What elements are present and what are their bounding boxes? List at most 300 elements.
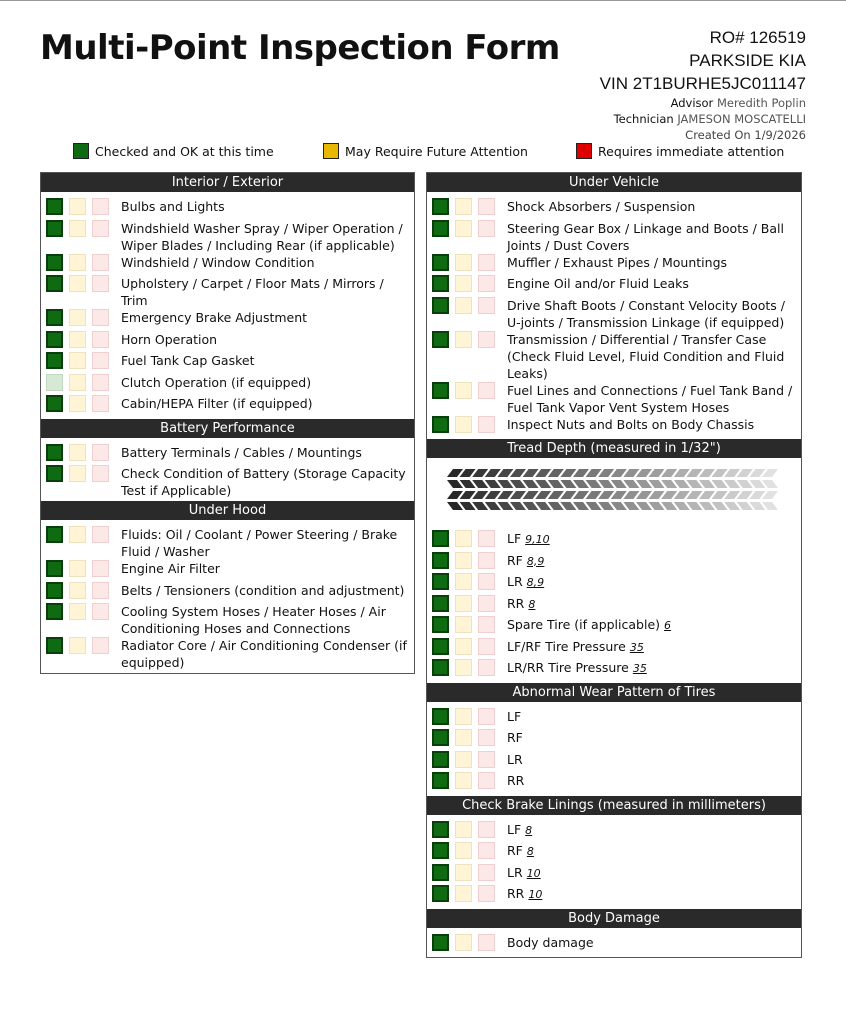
legend-future-swatch (323, 143, 339, 159)
status-ok-box (432, 530, 449, 547)
status-future-box (69, 582, 86, 599)
legend-future (323, 143, 528, 159)
status-boxes (432, 864, 501, 881)
status-ok-box (46, 582, 63, 599)
status-immediate-box (478, 842, 495, 859)
advisor-line (600, 95, 806, 111)
status-future-box (69, 309, 86, 326)
status-ok-box (432, 638, 449, 655)
inspection-item (427, 638, 801, 660)
item-label (507, 708, 521, 725)
status-boxes (432, 729, 501, 746)
status-ok-box (46, 331, 63, 348)
item-text: Windshield / Window Condition (121, 254, 315, 270)
status-future-box (69, 560, 86, 577)
item-text: RF (507, 730, 523, 745)
inspection-item (41, 309, 414, 331)
measurement-value: 8 (526, 845, 534, 858)
status-immediate-box (92, 309, 109, 326)
status-boxes (432, 595, 501, 612)
item-text: Body damage (507, 934, 594, 950)
status-future-box (69, 444, 86, 461)
inspection-item (427, 382, 801, 416)
status-ok-box (432, 821, 449, 838)
item-label (507, 275, 689, 292)
inspection-item (427, 573, 801, 595)
inspection-item (427, 659, 801, 681)
measurement-value: 35 (632, 662, 647, 675)
status-immediate-box (92, 526, 109, 543)
status-future-box (455, 573, 472, 590)
item-text: LR (507, 751, 523, 767)
technician-line (600, 111, 806, 127)
item-text: RR (507, 886, 525, 901)
status-immediate-box (478, 220, 495, 237)
status-boxes (432, 198, 501, 215)
status-ok-box (46, 254, 63, 271)
status-boxes (46, 254, 115, 271)
status-ok-box (46, 395, 63, 412)
ro-line (600, 26, 806, 49)
status-future-box (455, 821, 472, 838)
status-future-box (69, 275, 86, 292)
status-future-box (69, 637, 86, 654)
status-immediate-box (92, 275, 109, 292)
item-text: LR/RR Tire Pressure (507, 660, 629, 675)
inspection-item (427, 595, 801, 617)
section-header-interior-exterior: Interior / Exterior (41, 173, 414, 192)
status-future-box (69, 395, 86, 412)
item-text: RF (507, 843, 523, 858)
status-boxes (432, 220, 501, 237)
item-text: Emergency Brake Adjustment (121, 310, 308, 325)
item-text: LR (507, 864, 523, 880)
item-label (121, 526, 408, 560)
status-immediate-box (478, 552, 495, 569)
item-label (507, 573, 544, 591)
status-ok-box (46, 526, 63, 543)
status-immediate-box (92, 331, 109, 348)
status-ok-box (432, 659, 449, 676)
item-text: Check Condition of Battery (Storage Capacity Test if Applicable) (121, 466, 406, 498)
section-items (41, 438, 414, 502)
inspection-item (41, 198, 414, 220)
measurement-value: 8,9 (526, 554, 545, 568)
status-future-box (455, 198, 472, 215)
inspection-item (41, 220, 414, 254)
inspection-item (41, 352, 414, 374)
item-text: Engine Air Filter (121, 561, 220, 576)
status-future-box (455, 297, 472, 314)
created-date: 1/9/2026 (754, 128, 806, 142)
inspection-item (427, 821, 801, 843)
item-text: RR (507, 773, 525, 788)
item-label (507, 382, 795, 416)
status-boxes (432, 885, 501, 902)
status-ok-box (46, 465, 63, 482)
status-future-box (455, 708, 472, 725)
status-immediate-box (92, 395, 109, 412)
vin-line (600, 72, 806, 95)
item-label (121, 444, 362, 461)
inspection-item (41, 444, 414, 466)
status-immediate-box (478, 297, 495, 314)
status-immediate-box (478, 198, 495, 215)
status-immediate-box (478, 382, 495, 399)
item-text: Fuel Tank Cap Gasket (121, 353, 255, 368)
item-text: Cabin/HEPA Filter (if equipped) (121, 396, 313, 411)
inspection-item (41, 637, 414, 671)
legend-ok-label: Checked and OK at this time (95, 143, 274, 159)
item-text: Inspect Nuts and Bolts on Body Chassis (507, 416, 755, 432)
status-future-box (455, 382, 472, 399)
status-immediate-box (478, 573, 495, 590)
status-boxes (432, 934, 501, 951)
measurement-value: 10 (528, 888, 543, 901)
inspection-item (427, 729, 801, 751)
item-text: Upholstery / Carpet / Floor Mats / Mirrors / Trim (121, 276, 384, 308)
status-future-box (455, 595, 472, 612)
item-label (507, 254, 727, 271)
repair-order-info (600, 26, 806, 143)
status-immediate-box (92, 254, 109, 271)
inspection-item (427, 220, 801, 254)
advisor-label: Advisor (670, 96, 714, 110)
status-immediate-box (478, 934, 495, 951)
status-boxes (46, 374, 115, 391)
status-immediate-box (92, 582, 109, 599)
item-text: LF (507, 531, 522, 546)
inspection-item (427, 708, 801, 730)
inspection-item (41, 395, 414, 417)
item-label (121, 582, 404, 599)
inspection-item (41, 582, 414, 604)
status-immediate-box (478, 595, 495, 612)
item-text: Engine Oil and/or Fluid Leaks (507, 276, 689, 291)
status-immediate-box (92, 560, 109, 577)
section-header-battery-performance: Battery Performance (41, 419, 414, 438)
section-header-body-damage: Body Damage (427, 909, 801, 928)
section-items (427, 702, 801, 796)
status-ok-box (46, 352, 63, 369)
item-text: LF (507, 708, 522, 724)
status-immediate-box (92, 637, 109, 654)
status-future-box (69, 352, 86, 369)
item-text: LF (507, 821, 522, 837)
inspection-item (427, 934, 801, 956)
item-text: RR (507, 595, 525, 611)
item-text: Steering Gear Box / Linkage and Boots / Ball Joints / Dust Covers (507, 220, 784, 253)
section-items (41, 520, 414, 673)
status-future-box (455, 416, 472, 433)
status-future-box (455, 616, 472, 633)
section-items (41, 192, 414, 419)
item-text: RF (507, 552, 523, 568)
ro-number: 126519 (749, 28, 806, 47)
item-label (507, 659, 647, 677)
status-immediate-box (478, 772, 495, 789)
status-future-box (455, 530, 472, 547)
status-boxes (432, 573, 501, 590)
item-label (121, 560, 220, 577)
status-ok-box (432, 934, 449, 951)
vin-number: 2T1BURHE5JC011147 (632, 74, 806, 93)
legend-immediate-swatch (576, 143, 592, 159)
inspection-item (427, 885, 801, 907)
inspection-item (427, 416, 801, 438)
status-ok-box (432, 772, 449, 789)
inspection-item (41, 603, 414, 637)
section-items (427, 524, 801, 683)
status-boxes (46, 352, 115, 369)
status-ok-box (432, 552, 449, 569)
item-text: Fluids: Oil / Coolant / Power Steering / Brake Fluid / Washer (121, 527, 398, 559)
legend-immediate (576, 143, 784, 159)
section-items (427, 928, 801, 958)
page-title: Multi-Point Inspection Form (40, 28, 560, 68)
item-text: LR (507, 574, 523, 589)
inspection-item (41, 275, 414, 309)
item-label (507, 729, 523, 746)
item-label (507, 885, 542, 903)
section-items (427, 815, 801, 909)
status-boxes (46, 220, 115, 237)
inspection-item (41, 560, 414, 582)
status-future-box (455, 220, 472, 237)
item-label (121, 254, 315, 271)
item-text: Transmission / Differential / Transfer Case (Check Fluid Level, Fluid Condition and Fluid Leaks) (507, 331, 785, 381)
section-header-abnormal-wear-pattern-of-tires: Abnormal Wear Pattern of Tires (427, 683, 801, 702)
status-boxes (432, 638, 501, 655)
status-immediate-box (478, 885, 495, 902)
status-immediate-box (478, 708, 495, 725)
measurement-value: 35 (629, 640, 644, 654)
item-label (121, 352, 254, 369)
status-boxes (432, 331, 501, 348)
status-immediate-box (478, 254, 495, 271)
tread-depth-gauge-icon (444, 465, 784, 517)
left-column (40, 172, 415, 674)
item-label (507, 934, 594, 951)
inspection-item (427, 331, 801, 382)
section-header-under-hood: Under Hood (41, 501, 414, 520)
status-ok-box (46, 198, 63, 215)
status-future-box (455, 842, 472, 859)
technician-label: Technician (613, 112, 674, 126)
status-boxes (46, 526, 115, 543)
status-boxes (46, 637, 115, 654)
inspection-item (427, 552, 801, 574)
item-label (121, 465, 408, 499)
status-ok-box (432, 275, 449, 292)
status-boxes (46, 331, 115, 348)
status-boxes (432, 297, 501, 314)
status-ok-box (432, 331, 449, 348)
status-future-box (69, 603, 86, 620)
item-label (121, 331, 217, 348)
item-label (121, 198, 225, 215)
status-boxes (46, 198, 115, 215)
item-text: Shock Absorbers / Suspension (507, 199, 696, 214)
item-label (507, 638, 644, 656)
inspection-item (427, 864, 801, 886)
top-rule (0, 0, 846, 1)
status-immediate-box (478, 331, 495, 348)
status-future-box (69, 331, 86, 348)
item-label (507, 552, 544, 570)
inspection-item (427, 842, 801, 864)
status-ok-box (432, 254, 449, 271)
status-ok-box (46, 637, 63, 654)
status-boxes (432, 821, 501, 838)
item-text: Cooling System Hoses / Heater Hoses / Air Conditioning Hoses and Connections (121, 604, 386, 636)
status-ok-box (432, 864, 449, 881)
item-label (121, 395, 313, 412)
item-label (507, 198, 695, 215)
item-label (507, 842, 534, 860)
status-boxes (432, 659, 501, 676)
status-ok-box (46, 560, 63, 577)
status-boxes (432, 254, 501, 271)
inspection-item (41, 331, 414, 353)
status-boxes (46, 560, 115, 577)
status-immediate-box (478, 729, 495, 746)
status-future-box (455, 552, 472, 569)
dealer-name: PARKSIDE KIA (689, 51, 806, 70)
status-future-box (455, 751, 472, 768)
status-ok-box (432, 382, 449, 399)
status-future-box (455, 772, 472, 789)
status-ok-box (432, 595, 449, 612)
section-items (427, 192, 801, 439)
item-text: Fuel Lines and Connections / Fuel Tank Band / Fuel Tank Vapor Vent System Hoses (507, 382, 793, 415)
status-immediate-box (478, 659, 495, 676)
status-immediate-box (478, 616, 495, 633)
status-future-box (69, 198, 86, 215)
created-line (600, 127, 806, 143)
status-boxes (46, 465, 115, 482)
inspection-item (41, 465, 414, 499)
status-immediate-box (478, 530, 495, 547)
status-boxes (432, 842, 501, 859)
inspection-item (427, 772, 801, 794)
item-label (121, 220, 408, 254)
section-header-under-vehicle: Under Vehicle (427, 173, 801, 192)
inspection-item (427, 751, 801, 773)
item-label (507, 751, 523, 768)
status-immediate-box (478, 638, 495, 655)
status-future-box (455, 638, 472, 655)
status-future-box (455, 864, 472, 881)
item-label (121, 275, 408, 309)
item-label (121, 603, 408, 637)
item-label (507, 616, 671, 634)
status-ok-box (432, 616, 449, 633)
status-ok-box (46, 309, 63, 326)
item-label (507, 772, 524, 789)
measurement-value: 6 (664, 619, 672, 632)
inspection-item (427, 530, 801, 552)
status-ok-box (432, 729, 449, 746)
status-legend (0, 143, 846, 163)
status-boxes (46, 582, 115, 599)
item-label (507, 530, 550, 548)
status-boxes (432, 382, 501, 399)
measurement-value: 10 (526, 866, 541, 880)
status-future-box (69, 526, 86, 543)
status-future-box (455, 275, 472, 292)
status-future-box (455, 729, 472, 746)
item-label (507, 416, 754, 433)
status-ok-box (432, 198, 449, 215)
status-future-box (455, 934, 472, 951)
item-text: Horn Operation (121, 331, 218, 347)
status-future-box (455, 254, 472, 271)
created-label: Created On (685, 128, 751, 142)
advisor-name: Meredith Poplin (716, 96, 806, 110)
status-immediate-box (478, 821, 495, 838)
status-boxes (432, 416, 501, 433)
status-boxes (432, 751, 501, 768)
legend-immediate-label: Requires immediate attention (598, 143, 785, 159)
status-boxes (46, 275, 115, 292)
section-header-check-brake-linings-measured-in-millimeters: Check Brake Linings (measured in millimeters) (427, 796, 801, 815)
status-ok-box (432, 842, 449, 859)
section-header-tread-depth-measured-in-1-32: Tread Depth (measured in 1/32") (427, 439, 801, 458)
ro-label: RO# (709, 28, 745, 47)
status-boxes (432, 772, 501, 789)
status-future-box (69, 465, 86, 482)
inspection-item (41, 254, 414, 276)
item-label (121, 637, 408, 671)
measurement-value: 9,10 (525, 533, 550, 546)
status-future-box (455, 331, 472, 348)
status-boxes (432, 616, 501, 633)
right-column (426, 172, 802, 958)
status-ok-box (432, 297, 449, 314)
inspection-item (427, 297, 801, 331)
item-label (507, 864, 541, 882)
status-ok-box (432, 220, 449, 237)
legend-future-label: May Require Future Attention (345, 143, 528, 159)
item-label (507, 220, 795, 254)
item-text: Bulbs and Lights (121, 199, 225, 214)
inspection-item (427, 254, 801, 276)
status-immediate-box (92, 352, 109, 369)
item-text: Spare Tire (if applicable) (507, 617, 661, 632)
status-immediate-box (478, 751, 495, 768)
inspection-item (427, 616, 801, 638)
inspection-item (427, 275, 801, 297)
inspection-item (41, 374, 414, 396)
status-future-box (455, 885, 472, 902)
status-ok-box (432, 751, 449, 768)
status-ok-box (432, 885, 449, 902)
item-label (121, 374, 311, 391)
status-immediate-box (478, 275, 495, 292)
status-immediate-box (478, 864, 495, 881)
status-immediate-box (92, 465, 109, 482)
status-boxes (46, 309, 115, 326)
status-boxes (432, 275, 501, 292)
status-immediate-box (478, 416, 495, 433)
status-boxes (46, 395, 115, 412)
status-ok-box (46, 220, 63, 237)
item-label (507, 297, 795, 331)
item-text: Drive Shaft Boots / Constant Velocity Boots / U-joints / Transmission Linkage (if equipped) (507, 297, 785, 330)
item-text: Radiator Core / Air Conditioning Condenser (if equipped) (121, 638, 407, 670)
status-boxes (432, 552, 501, 569)
